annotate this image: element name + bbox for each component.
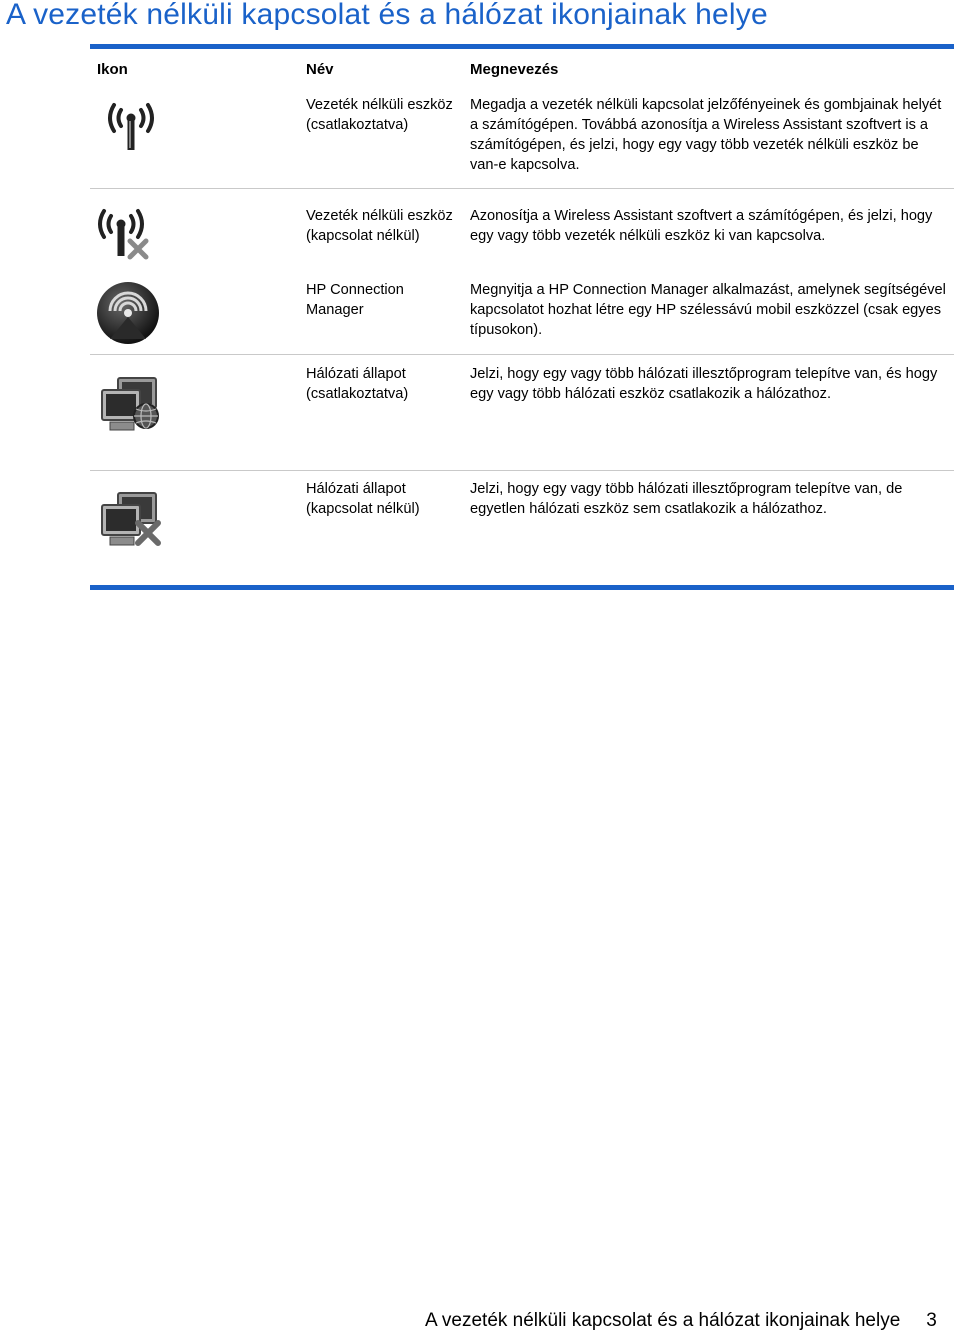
footer-text: A vezeték nélküli kapcsolat és a hálózat ikonjainak helye bbox=[425, 1310, 901, 1331]
row-divider bbox=[90, 188, 954, 189]
row-desc: Megnyitja a HP Connection Manager alkalmazást, amelynek segítségével kapcsolatot hozhat létre egy HP szélessávú mobil eszközzel (csak egyes típusokon). bbox=[470, 282, 946, 338]
row-name: Vezeték nélküli eszköz (kapcsolat nélkül) bbox=[306, 208, 453, 244]
row-desc: Jelzi, hogy egy vagy több hálózati illesztőprogram telepítve van, és hogy egy vagy több hálózati eszköz csatlakozik a hálózathoz. bbox=[470, 366, 938, 402]
table-bottom-rule bbox=[90, 585, 954, 590]
row-name: Hálózati állapot (csatlakoztatva) bbox=[306, 366, 409, 402]
column-header-icon: Ikon bbox=[97, 61, 128, 78]
wireless-disconnected-icon bbox=[94, 205, 152, 266]
network-disconnected-icon bbox=[100, 491, 164, 554]
column-header-desc: Megnevezés bbox=[470, 61, 559, 78]
row-name: HP Connection Manager bbox=[306, 282, 404, 318]
row-divider bbox=[90, 354, 954, 355]
hp-connection-manager-icon bbox=[96, 281, 160, 350]
row-name: Hálózati állapot (kapcsolat nélkül) bbox=[306, 481, 420, 517]
title-rule bbox=[90, 44, 954, 49]
row-desc: Jelzi, hogy egy vagy több hálózati illesztőprogram telepítve van, de egyetlen hálózati eszköz sem csatlakozik a hálózathoz. bbox=[470, 481, 903, 517]
network-connected-icon bbox=[100, 376, 164, 439]
row-desc: Megadja a vezeték nélküli kapcsolat jelzőfényeinek és gombjainak helyét a számítógépen. Továbbá azonosítja a Wireless Assistant szoftvert is a számítógépen, és jelzi, hogy egy vagy több vezeték nélküli eszköz be van-e kapcsolva. bbox=[470, 97, 942, 173]
page-number: 3 bbox=[926, 1310, 937, 1331]
wireless-connected-icon bbox=[104, 98, 158, 159]
row-name: Vezeték nélküli eszköz (csatlakoztatva) bbox=[306, 97, 453, 133]
page-footer bbox=[425, 1310, 937, 1332]
row-desc: Azonosítja a Wireless Assistant szoftvert a számítógépen, és jelzi, hogy egy vagy több vezeték nélküli eszköz ki van kapcsolva. bbox=[470, 208, 933, 244]
row-divider bbox=[90, 470, 954, 471]
column-header-name: Név bbox=[306, 61, 334, 78]
page-title: A vezeték nélküli kapcsolat és a hálózat ikonjainak helye bbox=[6, 0, 768, 31]
